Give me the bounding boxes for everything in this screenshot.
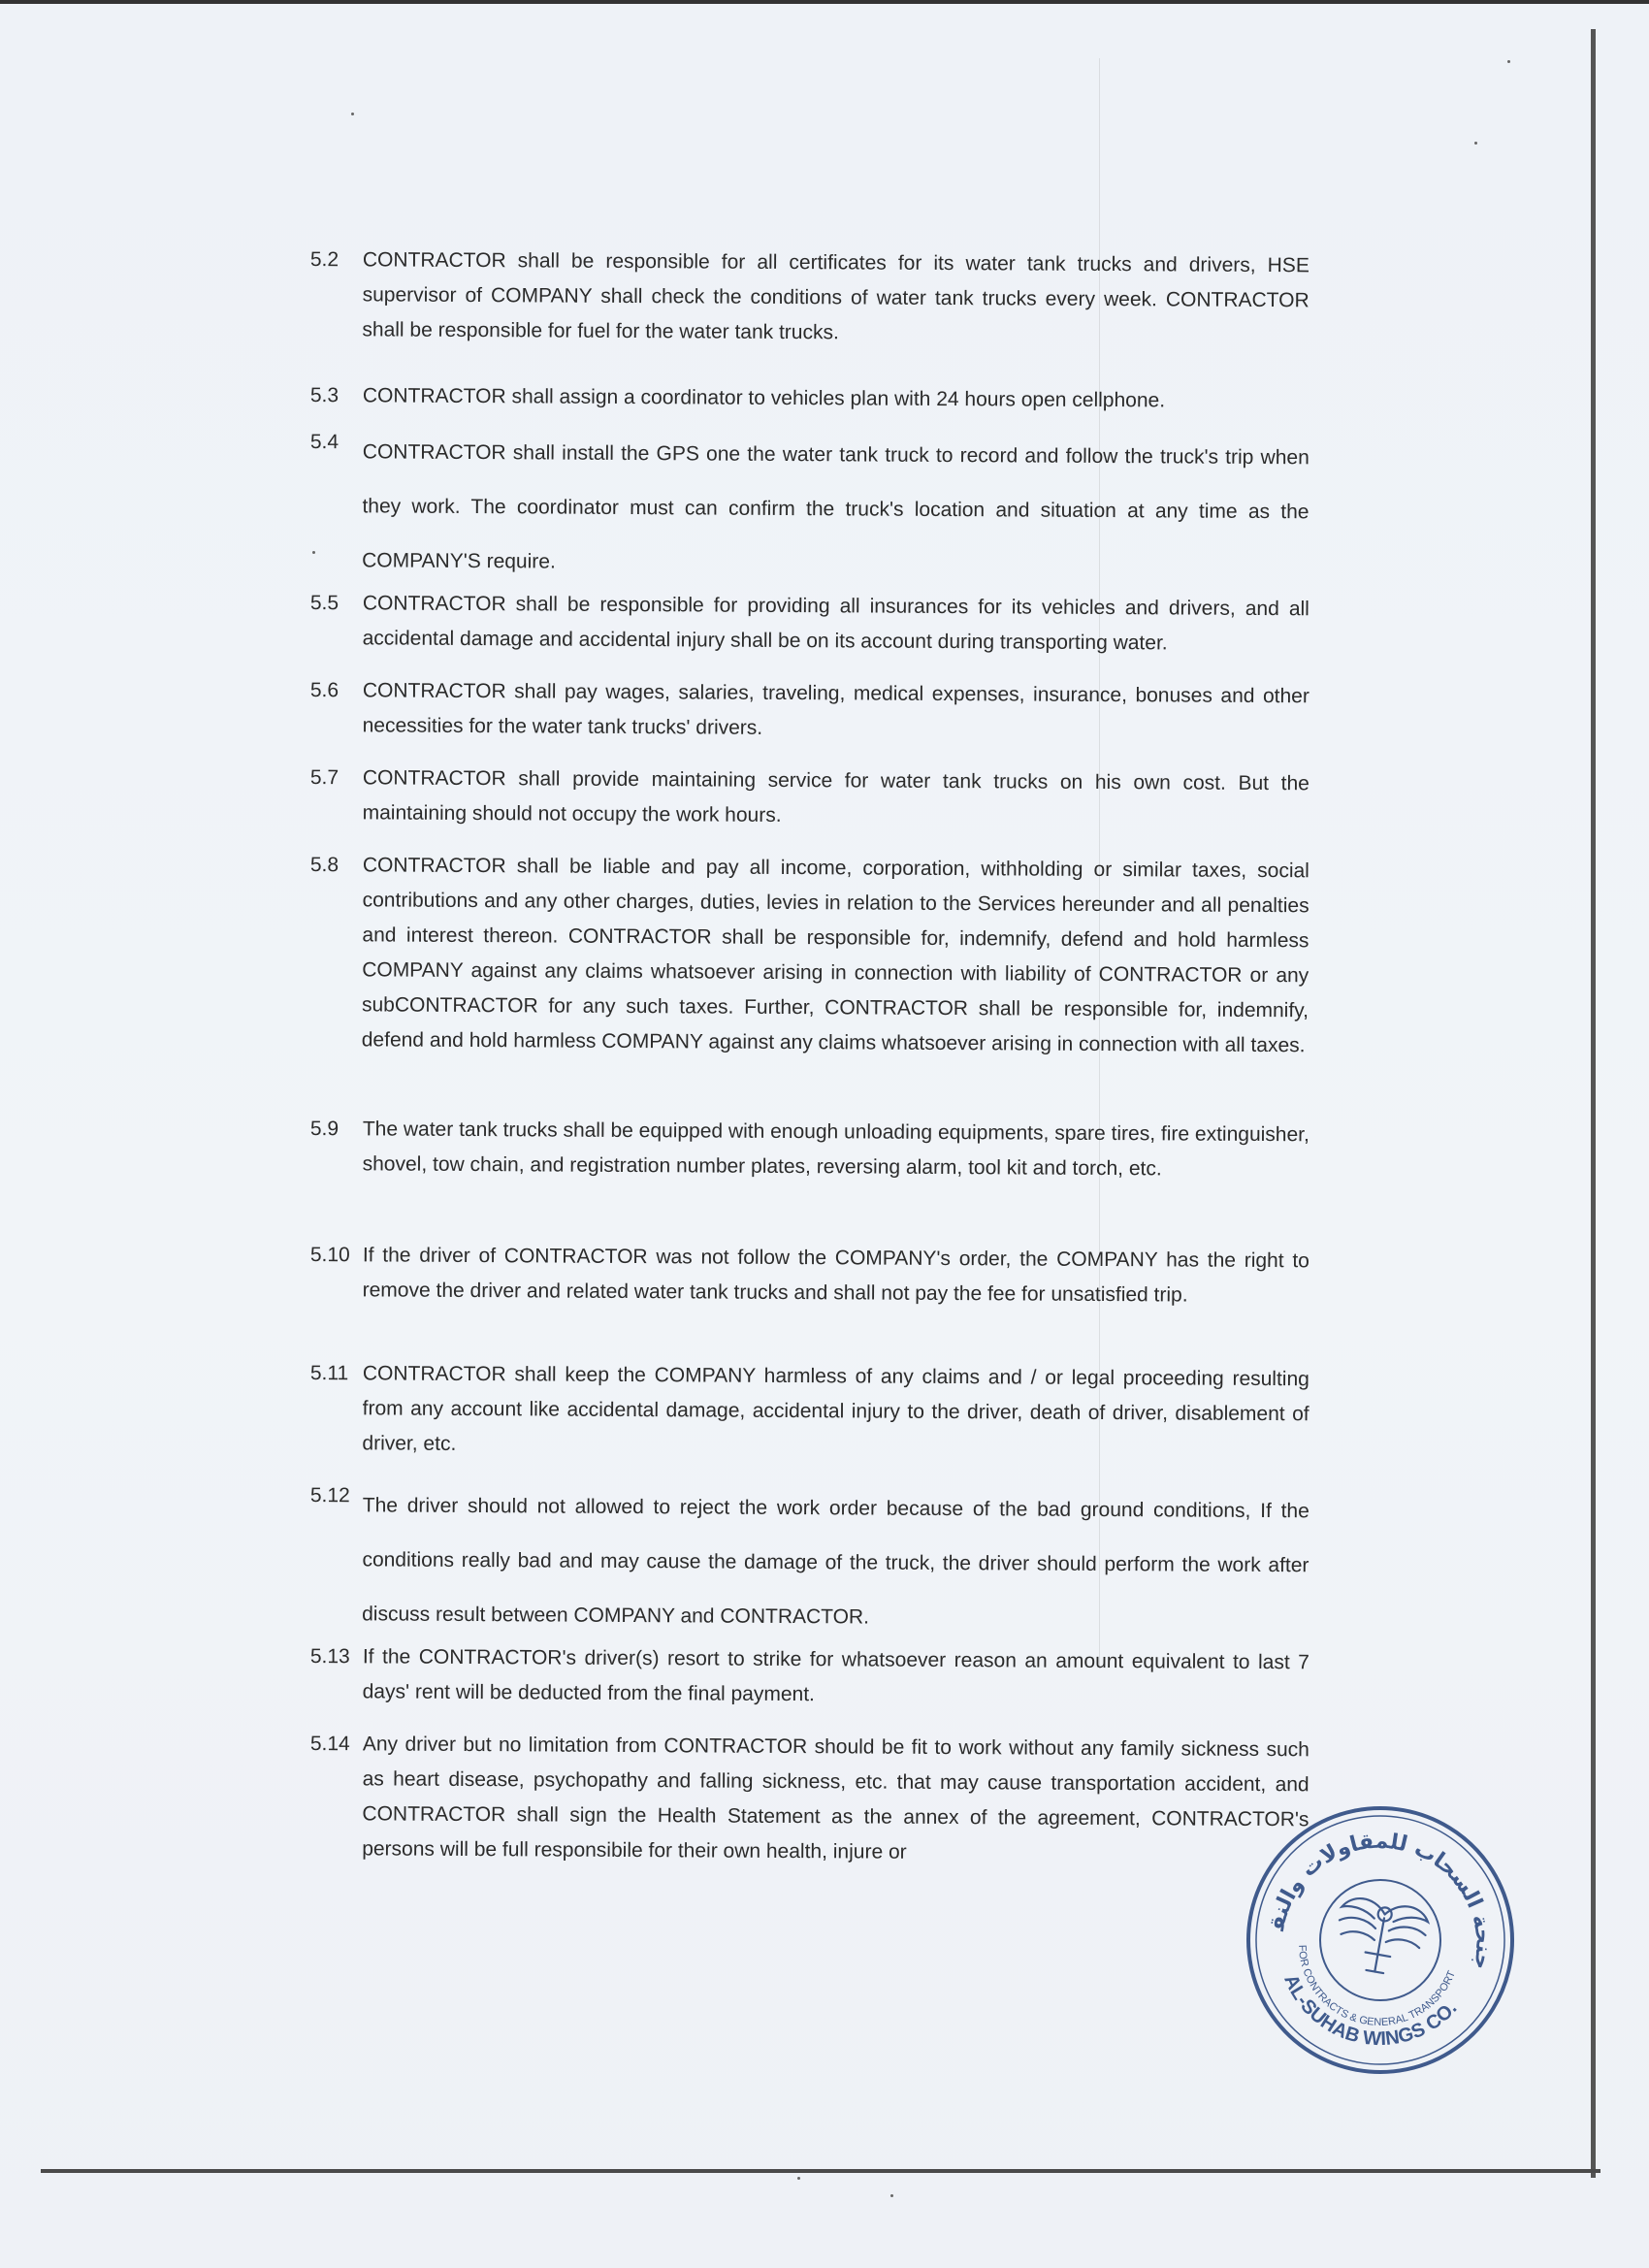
clause-text: CONTRACTOR shall install the GPS one the water tank truck to record and follow the truck's trip when they work. The coordinator must can confirm the truck's location and situation at any time as the COMPANY'S require. (362, 440, 1310, 573)
clause-number: 5.8 (309, 853, 340, 877)
clause-number: 5.2 (309, 247, 340, 272)
clause-text: If the driver of CONTRACTOR was not follow the COMPANY's order, the COMPANY has the right to remove the driver and related water tank trucks and shall not pay the fee for unsatisfied trip. (362, 1244, 1310, 1307)
clause-text: CONTRACTOR shall provide maintaining service for water tank trucks on his own cost. But the maintaining should not occupy the work hours. (362, 766, 1310, 826)
clause-number: 5.14 (309, 1732, 350, 1756)
clause-5-10 (310, 1238, 1310, 1313)
clause-number: 5.6 (309, 678, 340, 702)
clause-number: 5.11 (309, 1361, 349, 1385)
company-stamp-graphic (1217, 1777, 1543, 2103)
clause-5-4 (309, 425, 1310, 594)
clause-text: If the CONTRACTOR's driver(s) resort to strike for whatsoever reason an amount equivalent to last 7 days' rent will be deducted from the final payment. (362, 1645, 1310, 1706)
clause-5-5 (310, 586, 1310, 662)
clause-number: 5.4 (309, 430, 340, 454)
clause-number: 5.5 (309, 591, 340, 615)
clause-text: CONTRACTOR shall be responsible for all certificates for its water tank trucks and drivers, HSE supervisor of COMPANY shall check the conditions of water tank trucks every week. CONTRACTOR shall be responsible for fuel for the water tank trucks. (362, 248, 1310, 344)
scan-top-edge (0, 0, 1649, 4)
clause-text: CONTRACTOR shall pay wages, salaries, traveling, medical expenses, insurance, bonuses and other necessities for the water tank trucks' drivers. (362, 679, 1310, 739)
clause-5-3 (310, 378, 1310, 419)
scan-right-edge (1591, 29, 1596, 2178)
winged-emblem-icon (1332, 1895, 1430, 1980)
scan-speck (797, 2177, 800, 2180)
scan-speck (1507, 60, 1510, 63)
clause-text: Any driver but no limitation from CONTRACTOR should be fit to work without any family sickness such as heart disease, psychopathy and falling sickness, etc. that may cause transportation accident, and CONTRACTOR shall sign the Health Statement as the annex of the agreement, CONTRACTOR's persons will be full responsibile for their own health, injure or (362, 1733, 1310, 1863)
clause-number: 5.7 (309, 765, 340, 790)
clause-number: 5.3 (309, 383, 340, 407)
clause-text: CONTRACTOR shall assign a coordinator to vehicles plan with 24 hours open cellphone. (362, 384, 1166, 412)
scan-speck (890, 2194, 893, 2197)
clause-text: CONTRACTOR shall be liable and pay all income, corporation, withholding or similar taxes, social contributions and any other charges, duties, levies in relation to the Services hereunder and all penalties and interest thereon. CONTRACTOR shall be responsible for, indemnify, defend and hold harmless COMPANY against any claims whatsoever arising in connection with liability of CONTRACTOR or any subCONTRACTOR for any such taxes. Further, CONTRACTOR shall be responsible for, indemnify, defend and hold harmless COMPANY against any claims whatsoever arising in connection with all taxes. (361, 854, 1310, 1057)
clause-5-11 (309, 1356, 1310, 1467)
scan-speck (1474, 142, 1477, 145)
clause-text: CONTRACTOR shall keep the COMPANY harmless of any claims and / or legal proceeding resulting from any account like accidental damage, accidental injury to the driver, death of driver, disablement of driver, etc. (362, 1362, 1310, 1455)
scan-bottom-edge (41, 2169, 1600, 2173)
company-stamp (1217, 1777, 1543, 2103)
clause-number: 5.10 (309, 1243, 350, 1267)
stamp-english-subtext: FOR CONTRACTS & GENERAL TRANSPORT (1296, 1944, 1458, 2028)
clause-text: The water tank trucks shall be equipped with enough unloading equipments, spare tires, fire extinguisher, shovel, tow chain, and registration number plates, reversing alarm, tool kit and torch, etc. (362, 1118, 1310, 1181)
clause-5-8 (309, 848, 1310, 1063)
scan-speck (351, 113, 354, 115)
clause-5-13 (310, 1639, 1310, 1715)
clause-5-7 (310, 761, 1310, 836)
clause-5-2 (309, 243, 1310, 353)
stamp-english-text: AL-SUHAB WINGS CO. (1279, 1971, 1462, 2051)
clause-5-14 (309, 1727, 1310, 1872)
clause-text: CONTRACTOR shall be responsible for providing all insurances for its vehicles and drivers, and all accidental damage and accidental injury shall be on its account during transporting water. (362, 592, 1310, 655)
clause-5-6 (310, 673, 1310, 749)
clause-number: 5.9 (309, 1117, 340, 1141)
stamp-arabic-text: أجنحة السحاب للمقاولات والنقل (1265, 1829, 1496, 1972)
clause-5-12 (309, 1478, 1310, 1647)
clause-text: The driver should not allowed to reject the work order because of the bad ground conditions, If the conditions really bad and may cause the damage of the truck, the driver should perform the work after discuss result between COMPANY and CONTRACTOR. (362, 1494, 1310, 1629)
clause-number: 5.12 (309, 1483, 350, 1507)
clause-5-9 (310, 1112, 1310, 1187)
clause-number: 5.13 (309, 1644, 350, 1669)
